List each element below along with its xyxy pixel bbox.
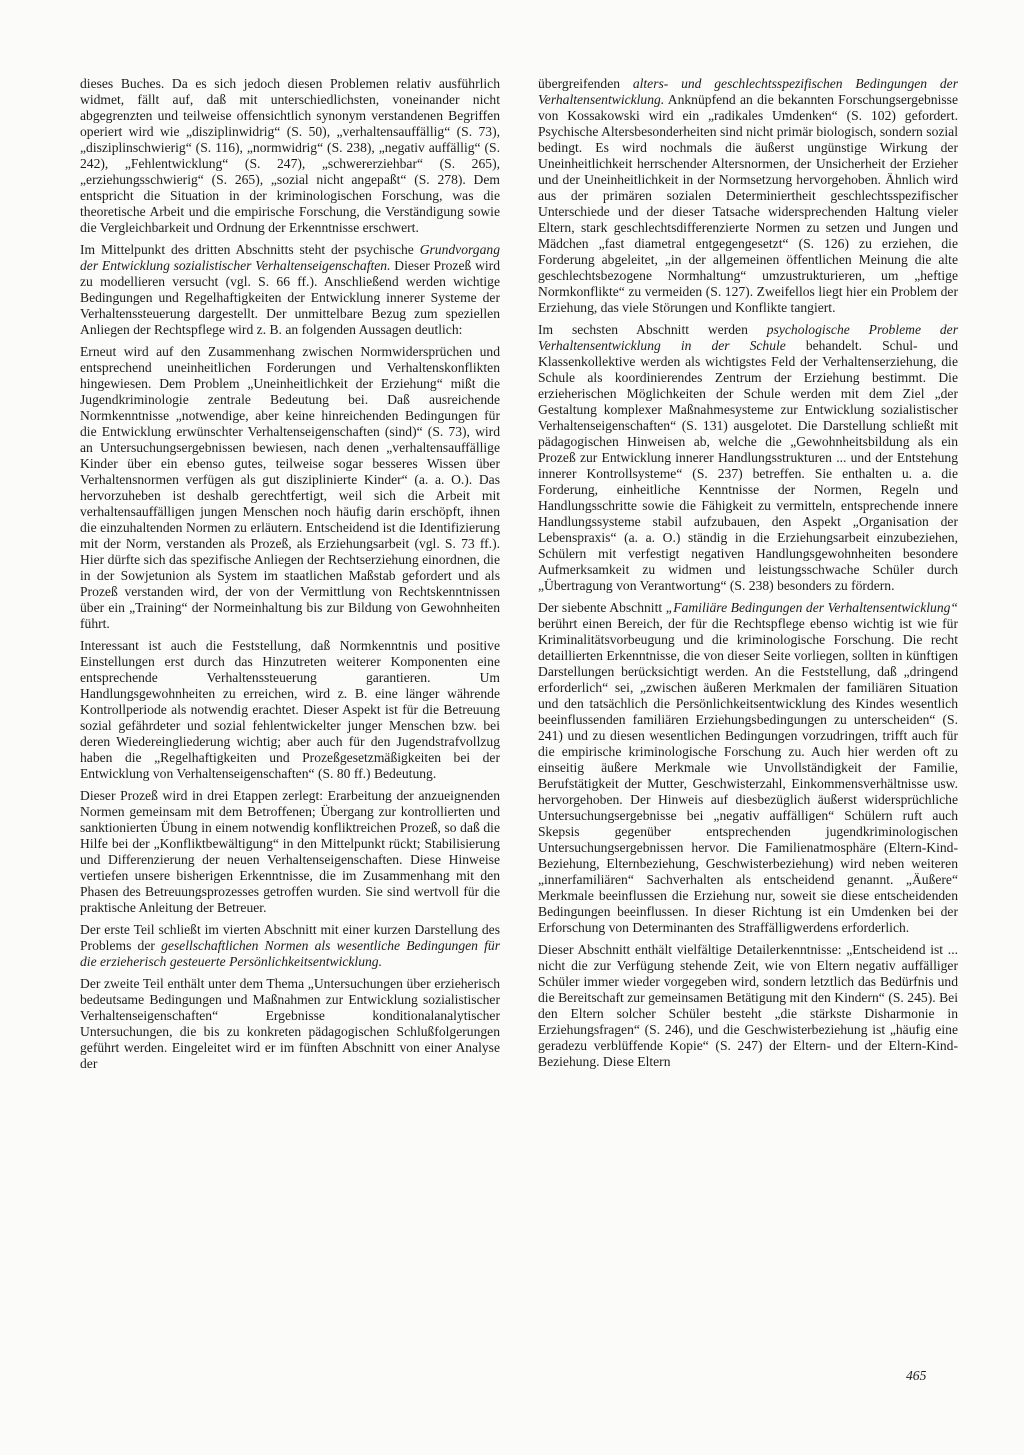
paragraph <box>80 76 500 236</box>
italic-text: Grundvorgang der Entwicklung sozialistischer Verhaltenseigenschaften. <box>80 242 500 273</box>
italic-text: „Familiäre Bedingungen der Verhaltensentwicklung“ <box>665 600 958 615</box>
paragraph <box>80 242 500 338</box>
text-segment: Der erste Teil schließt im vierten Abschnitt mit einer kurzen Darstellung des Problems der <box>80 922 500 953</box>
paragraph <box>80 788 500 916</box>
paragraph <box>80 976 500 1072</box>
text-segment: Anknüpfend an die bekannten Forschungsergebnisse von Kossakowski wird ein „radikales Umdenken“ (S. 102) gefordert. Psychische Altersbesonderheiten sind nicht primär biologisch, sondern sozial bedingt. Es wird nochmals die äußerst ungünstige Wirkung der Uneinheitlichkeit herrschender Altersnormen, der Unsicherheit der Erzieher und der Uneinheitlichkeit in der Normsetzung hervorgehoben. Ähnlich wird aus der primären sozialen Determiniertheit geschlechtsspezifischer Unterschiede und der dieser Tatsache widersprechenden Haltung vieler Eltern, stark geschlechtsdifferenzierte Normen zu setzen und Jungen und Mädchen „fast diametral entgegengesetzt“ (S. 126) zu erziehen, die Forderung abgeleitet, „in der allgemeinen öffentlichen Meinung die alte geschlechtsbezogene Normhaltung“ umzustrukturieren, um „heftige Normkonflikte“ zu vermeiden (S. 127). Zweifellos liegt hier ein Problem der Erziehung, das viele Störungen und Konflikte tangiert. <box>538 92 958 315</box>
text-segment: Dieser Abschnitt enthält vielfältige Detailerkenntnisse: „Entscheidend ist ... nicht die zur Verfügung stehende Zeit, wie von Eltern negativ auffälliger Schüler immer wieder vorgegeben wird, sondern letztlich das Bedürfnis und die Bereitschaft zur gemeinsamen Betätigung mit den Kindern“ (S. 245). Bei den Eltern solcher Schüler besteht „die stärkste Disharmonie in Erziehungsfragen“ (S. 246), und die Geschwisterbeziehung ist „häufig eine geradezu verblüffende Kopie“ (S. 247) der Eltern- und der Eltern-Kind-Beziehung. Diese Eltern <box>538 942 958 1069</box>
text-segment: Im Mittelpunkt des dritten Abschnitts steht der psychische <box>80 242 420 257</box>
page-number: 465 <box>906 1368 927 1383</box>
italic-text: alters- und geschlechtsspezifischen Bedingungen der Verhaltensentwicklung. <box>538 76 958 107</box>
text-segment: Dieser Prozeß wird in drei Etappen zerlegt: Erarbeitung der anzueignenden Normen gemeinsam mit dem Betroffenen; Übergang zur kontrollierten und sanktionierten Übung in einem notwendig konfliktreichen Prozeß, so daß die Hilfe bei der „Konfliktbewältigung“ in den Mittelpunkt rückt; Stabilisierung und Differenzierung der neuen Verhaltenseigenschaften. Diese Hinweise vertiefen unsere bisherigen Erkenntnisse, die im Zusammenhang mit den Phasen des Betreuungsprozesses getroffen wurden. Sie sind wertvoll für die praktische Anleitung der Betreuer. <box>80 788 500 915</box>
text-segment: Dieser Prozeß wird zu modellieren versucht (vgl. S. 66 ff.). Anschließend werden wichtige Bedingungen und Regelhaftigkeiten der Entwicklung innerer Systeme der Verhaltenssteuerung dargestellt. Der unmittelbare Bezug zum speziellen Anliegen der Rechtspflege wird z. B. an folgenden Aussagen deutlich: <box>80 258 500 337</box>
italic-text: psychologische Probleme der Verhaltensentwicklung in der Schule <box>538 322 958 353</box>
paragraph <box>538 942 958 1070</box>
text-segment: Der siebente Abschnitt <box>538 600 666 615</box>
text-segment: Erneut wird auf den Zusammenhang zwischen Normwidersprüchen und entsprechend uneinheitlichen Forderungen und Verhaltenskonflikten hingewiesen. Dem Problem „Uneinheitlichkeit der Erziehung“ mißt die Jugendkriminologie zentrale Bedeutung bei. Daß ausreichende Normkenntnisse „notwendige, aber keine hinreichenden Bedingungen für die Entwicklung erwünschter Verhaltenseigenschaften (sind)“ (S. 73), wird an Untersuchungsergebnissen bewiesen, nach denen „verhaltensauffällige Kinder über ein ebenso gutes, teilweise sogar besseres Wissen über Verhaltensnormen verfügen als gut disziplinierte Kinder“ (a. a. O.). Das hervorzuheben ist deshalb gerechtfertigt, weil sich die Arbeit mit verhaltensauffälligen jungen Menschen noch häufig darin erschöpft, ihnen die einzuhaltenden Normen zu erläutern. Entscheidend ist die Identifizierung mit der Norm, verstanden als Prozeß, als Erziehungsarbeit (vgl. S. 73 ff.). Hier dürfte sich das spezifische Anliegen der Rechtserziehung einordnen, die in der Sowjetunion als System im staatlichen Maßstab gefordert und als Prozeß verstanden wird, der von der Vermittlung von Rechtskenntnissen über ein „Training“ der Normeinhaltung bis zur Bildung von Gewohnheiten führt. <box>80 344 500 631</box>
text-segment: berührt einen Bereich, der für die Rechtspflege ebenso wichtig ist wie für Kriminalitätsvorbeugung und die kriminologische Forschung. Die recht detaillierten Erkenntnisse, die von dieser Seite vorliegen, sollten in künftigen Darstellungen berücksichtigt werden. An die Feststellung, daß „dringend erforderlich“ sei, „zwischen äußeren Merkmalen der familiären Situation und den tatsächlich die Persönlichkeitsentwicklung des Kindes wesentlich beeinflussenden familiären Erziehungsbedingungen zu unterscheiden“ (S. 241) und zu diesen wesentlichen Bedingungen vorzudringen, trifft auch für die empirische kriminologische Forschung zu. Auch hier werden oft zu einseitig äußere Merkmale wie Unvollständigkeit der Familie, Berufstätigkeit der Mutter, Geschwisterzahl, Einkommensverhältnisse usw. hervorgehoben. Der Hinweis auf diesbezüglich äußerst widersprüchliche Untersuchungsergebnisse bei „negativ auffälligen“ Schülern ruft auch Skepsis gegenüber entsprechenden jugendkriminologischen Untersuchungsergebnissen hervor. Die Familienatmosphäre (Eltern-Kind-Beziehung, Elternbeziehung, Geschwisterbeziehung) wird neben weiteren „innerfamiliären“ Sachverhalten als entscheidend genannt. „Äußere“ Merkmale beeinflussen die Erziehung nur, soweit sie diese entscheidenden Bedingungen beeinflussen. In dieser Richtung ist ein Umdenken bei der Erforschung von Determinanten des Straffälligwerdens erforderlich. <box>538 616 958 935</box>
paragraph <box>80 638 500 782</box>
text-segment: Interessant ist auch die Feststellung, daß Normkenntnis und positive Einstellungen erst durch das Hinzutreten weiterer Komponenten eine entsprechende Verhaltenssteuerung garantieren. Um Handlungsgewohnheiten zu erreichen, wird z. B. eine länger währende Kontrollperiode als notwendig erachtet. Dieser Aspekt ist für die Betreuung sozial gefährdeter und sozial fehlentwickelter junger Menschen bzw. bei deren Wiedereingliederung wichtig; aber auch für den Jugendstrafvollzug haben die „Regelhaftigkeiten und Prozeßgesetzmäßigkeiten bei der Entwicklung von Verhaltenseigenschaften“ (S. 80 ff.) Bedeutung. <box>80 638 500 781</box>
text-segment: Der zweite Teil enthält unter dem Thema „Untersuchungen über erzieherisch bedeutsame Bedingungen und Maßnahmen zur Entwicklung sozialistischer Verhaltenseigenschaften“ Ergebnisse konditionalanalytischer Untersuchungen, die bis zu konkreten pädagogischen Schlußfolgerungen geführt werden. Eingeleitet wird er im fünften Abschnitt von einer Analyse der <box>80 976 500 1071</box>
text-segment: Im sechsten Abschnitt werden <box>538 322 767 337</box>
italic-text: gesellschaftlichen Normen als wesentliche Bedingungen für die erzieherisch gesteuerte Persönlichkeitsentwicklung. <box>80 938 500 969</box>
paragraph <box>538 76 958 316</box>
left-column <box>80 76 500 1078</box>
right-column <box>538 76 958 1076</box>
paragraph <box>80 344 500 632</box>
paragraph <box>80 922 500 970</box>
text-segment: übergreifenden <box>538 76 633 91</box>
paragraph <box>538 322 958 594</box>
paragraph <box>538 600 958 936</box>
text-segment: behandelt. Schul- und Klassenkollektive werden als wichtigstes Feld der Verhaltenserziehung, die Schule als koordinierendes Zentrum der Erziehung bestimmt. Die erzieherischen Möglichkeiten der Schule werden mit dem Ziel „der Gestaltung komplexer Maßnahmesysteme zur Entwicklung sozialistischer Verhaltenseigenschaften“ (S. 131) ausgelotet. Die Darstellung schließt mit pädagogischen Hinweisen ab, welche die „Gewohnheitsbildung als ein Prozeß zur Entwicklung innerer Handlungsstrukturen ... und der Entstehung innerer Kontrollsysteme“ (S. 237) betreffen. Sie enthalten u. a. die Forderung, einheitliche Kenntnisse der Normen, Regeln und Handlungsschritte sowie die Fähigkeit zu vermitteln, entsprechende innere Handlungssysteme stabil aufzubauen, den Aspekt „Organisation der Lebenspraxis“ (a. a. O.) ständig in die Erziehungsarbeit einzubeziehen, Schülern mit verfestigt negativen Handlungsgewohnheiten besondere Aufmerksamkeit zu widmen und leistungsschwache Schüler durch „Übertragung von Verantwortung“ (S. 238) besonders zu fördern. <box>538 338 958 593</box>
text-segment: dieses Buches. Da es sich jedoch diesen Problemen relativ ausführlich widmet, fällt auf, daß mit unterschiedlichsten, voneinander nicht abgegrenzten und teilweise offensichtlich synonym verstandenen Begriffen operiert wird wie „disziplinwidrig“ (S. 50), „verhaltensauffällig“ (S. 73), „disziplinschwierig“ (S. 116), „normwidrig“ (S. 238), „negativ auffällig“ (S. 242), „Fehlentwicklung“ (S. 247), „schwererziehbar“ (S. 265), „erziehungsschwierig“ (S. 265), „sozial nicht angepaßt“ (S. 278). Dem entspricht die Situation in der kriminologischen Forschung, was die theoretische Arbeit und die empirische Forschung, die Verständigung sowie die Vergleichbarkeit und Ordnung der Erkenntnisse erschwert. <box>80 76 500 235</box>
